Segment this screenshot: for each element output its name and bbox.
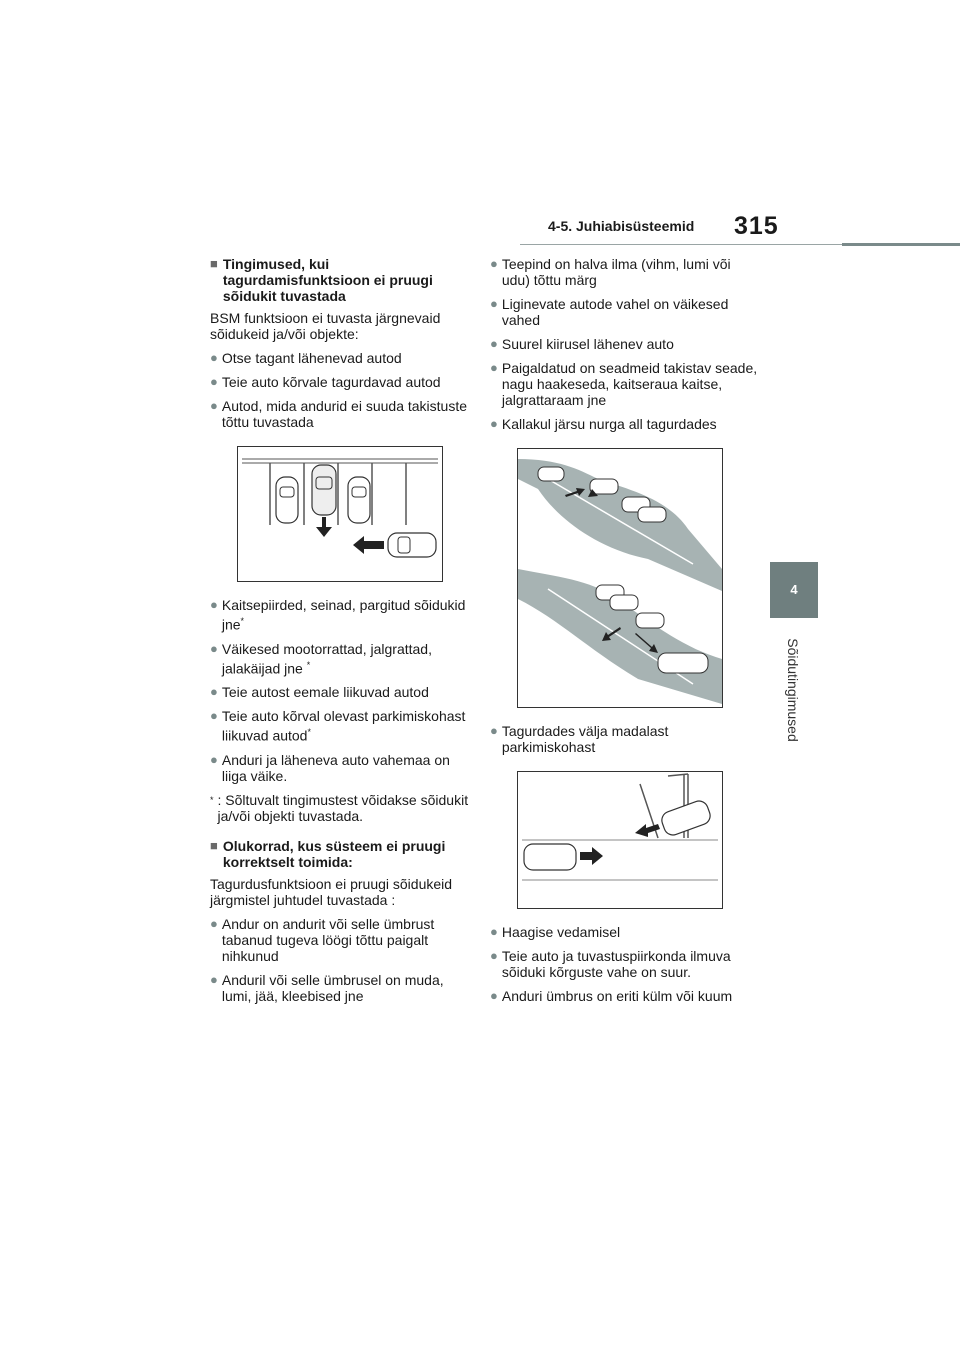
chapter-label: Sõidutingimused: [785, 638, 801, 742]
list-item: ● Autod, mida andurid ei suuda takistuste tõttu tuvastada: [210, 398, 468, 430]
circle-bullet-icon: ●: [490, 988, 498, 1003]
footnote: * : Sõltuvalt tingimustest võidakse sõidukit ja/või objekti tuvastada.: [210, 791, 469, 824]
circle-bullet-icon: ●: [210, 597, 218, 612]
chapter-number: 4: [790, 582, 798, 597]
list-item: ● Anduri ja läheneva auto vahemaa on liiga väike.: [210, 751, 450, 784]
header-rule-thin: [520, 244, 842, 245]
list-item: ● Väikesed mootorrattad, jalgrattad, jalakäijad jne *: [210, 640, 432, 677]
list-item: ● Otse tagant lähenevad autod: [210, 350, 402, 366]
circle-bullet-icon: ●: [210, 684, 218, 700]
circle-bullet-icon: ●: [210, 398, 218, 413]
intro-text: Tagurdusfunktsioon ei pruugi sõidukeid järgmistel juhtudel tuvastada :: [210, 875, 453, 908]
list-item: ● Paigaldatud on seadmeid takistav seade, nagu haakeseda, kaitseraua kaitse, jalgrattaraam jne: [490, 360, 758, 408]
heading-malfunction-situations: ■ Olukorrad, kus süsteem ei pruugi korrektselt toimida:: [210, 837, 446, 870]
right-column: [490, 256, 762, 1012]
left-column: [210, 256, 472, 1012]
list-item: ● Teie auto kõrvale tagurdavad autod: [210, 374, 441, 390]
list-item: ● Haagise vedamisel: [490, 924, 621, 940]
list-item: ● Tagurdades välja madalast parkimiskohast: [490, 723, 669, 755]
slope-road-illustration: [517, 448, 723, 708]
circle-bullet-icon: ●: [490, 360, 498, 375]
circle-bullet-icon: ●: [490, 336, 498, 351]
parking-lot-illustration: [237, 446, 443, 582]
square-bullet-icon: ■: [210, 256, 218, 271]
circle-bullet-icon: ●: [490, 924, 498, 939]
circle-bullet-icon: ●: [210, 374, 218, 389]
circle-bullet-icon: ●: [210, 915, 218, 931]
angled-parking-illustration: [517, 771, 723, 909]
list-item: ● Anduri ümbrus on eriti külm või kuum: [490, 988, 733, 1004]
list-item: ● Andur on andurit või selle ümbrust tabanud tugeva löögi tõttu paigalt nihkunud: [210, 915, 435, 964]
page-number: 315: [734, 212, 779, 240]
list-item: ● Teepind on halva ilma (vihm, lumi või udu) tõttu märg: [490, 256, 731, 288]
chapter-tab[interactable]: [770, 562, 818, 618]
circle-bullet-icon: ●: [210, 971, 218, 987]
circle-bullet-icon: ●: [210, 708, 218, 724]
square-bullet-icon: ■: [210, 837, 218, 853]
circle-bullet-icon: ●: [210, 751, 218, 767]
intro-text: BSM funktsioon ei tuvasta järgnevaid sõidukeid ja/või objekte:: [210, 310, 441, 342]
circle-bullet-icon: ●: [210, 640, 218, 656]
heading-detection-limits: ■ Tingimused, kui tagurdamisfunktsioon ei pruugi sõidukit tuvastada: [210, 256, 433, 304]
circle-bullet-icon: ●: [490, 256, 498, 271]
circle-bullet-icon: ●: [490, 948, 498, 963]
list-item: ● Kallakul järsu nurga all tagurdades: [490, 416, 717, 432]
list-item: ● Anduril või selle ümbrusel on muda, lumi, jää, kleebised jne: [210, 971, 444, 1004]
circle-bullet-icon: ●: [210, 350, 218, 365]
list-item: ● Liginevate autode vahel on väikesed vahed: [490, 296, 729, 328]
section-title: 4-5. Juhiabisüsteemid: [548, 218, 695, 234]
header-rule: [842, 243, 960, 246]
circle-bullet-icon: ●: [490, 723, 498, 738]
circle-bullet-icon: ●: [490, 416, 498, 431]
list-item: ● Teie auto ja tuvastuspiirkonda ilmuva sõiduki kõrguste vahe on suur.: [490, 948, 731, 980]
circle-bullet-icon: ●: [490, 296, 498, 311]
list-item: ● Suurel kiirusel lähenev auto: [490, 336, 674, 352]
list-item: ● Teie autost eemale liikuvad autod: [210, 684, 429, 701]
list-item: ● Teie auto kõrval olevast parkimiskohast liikuvad autod*: [210, 708, 466, 744]
list-item: ● Kaitsepiirded, seinad, pargitud sõidukid jne*: [210, 597, 466, 633]
